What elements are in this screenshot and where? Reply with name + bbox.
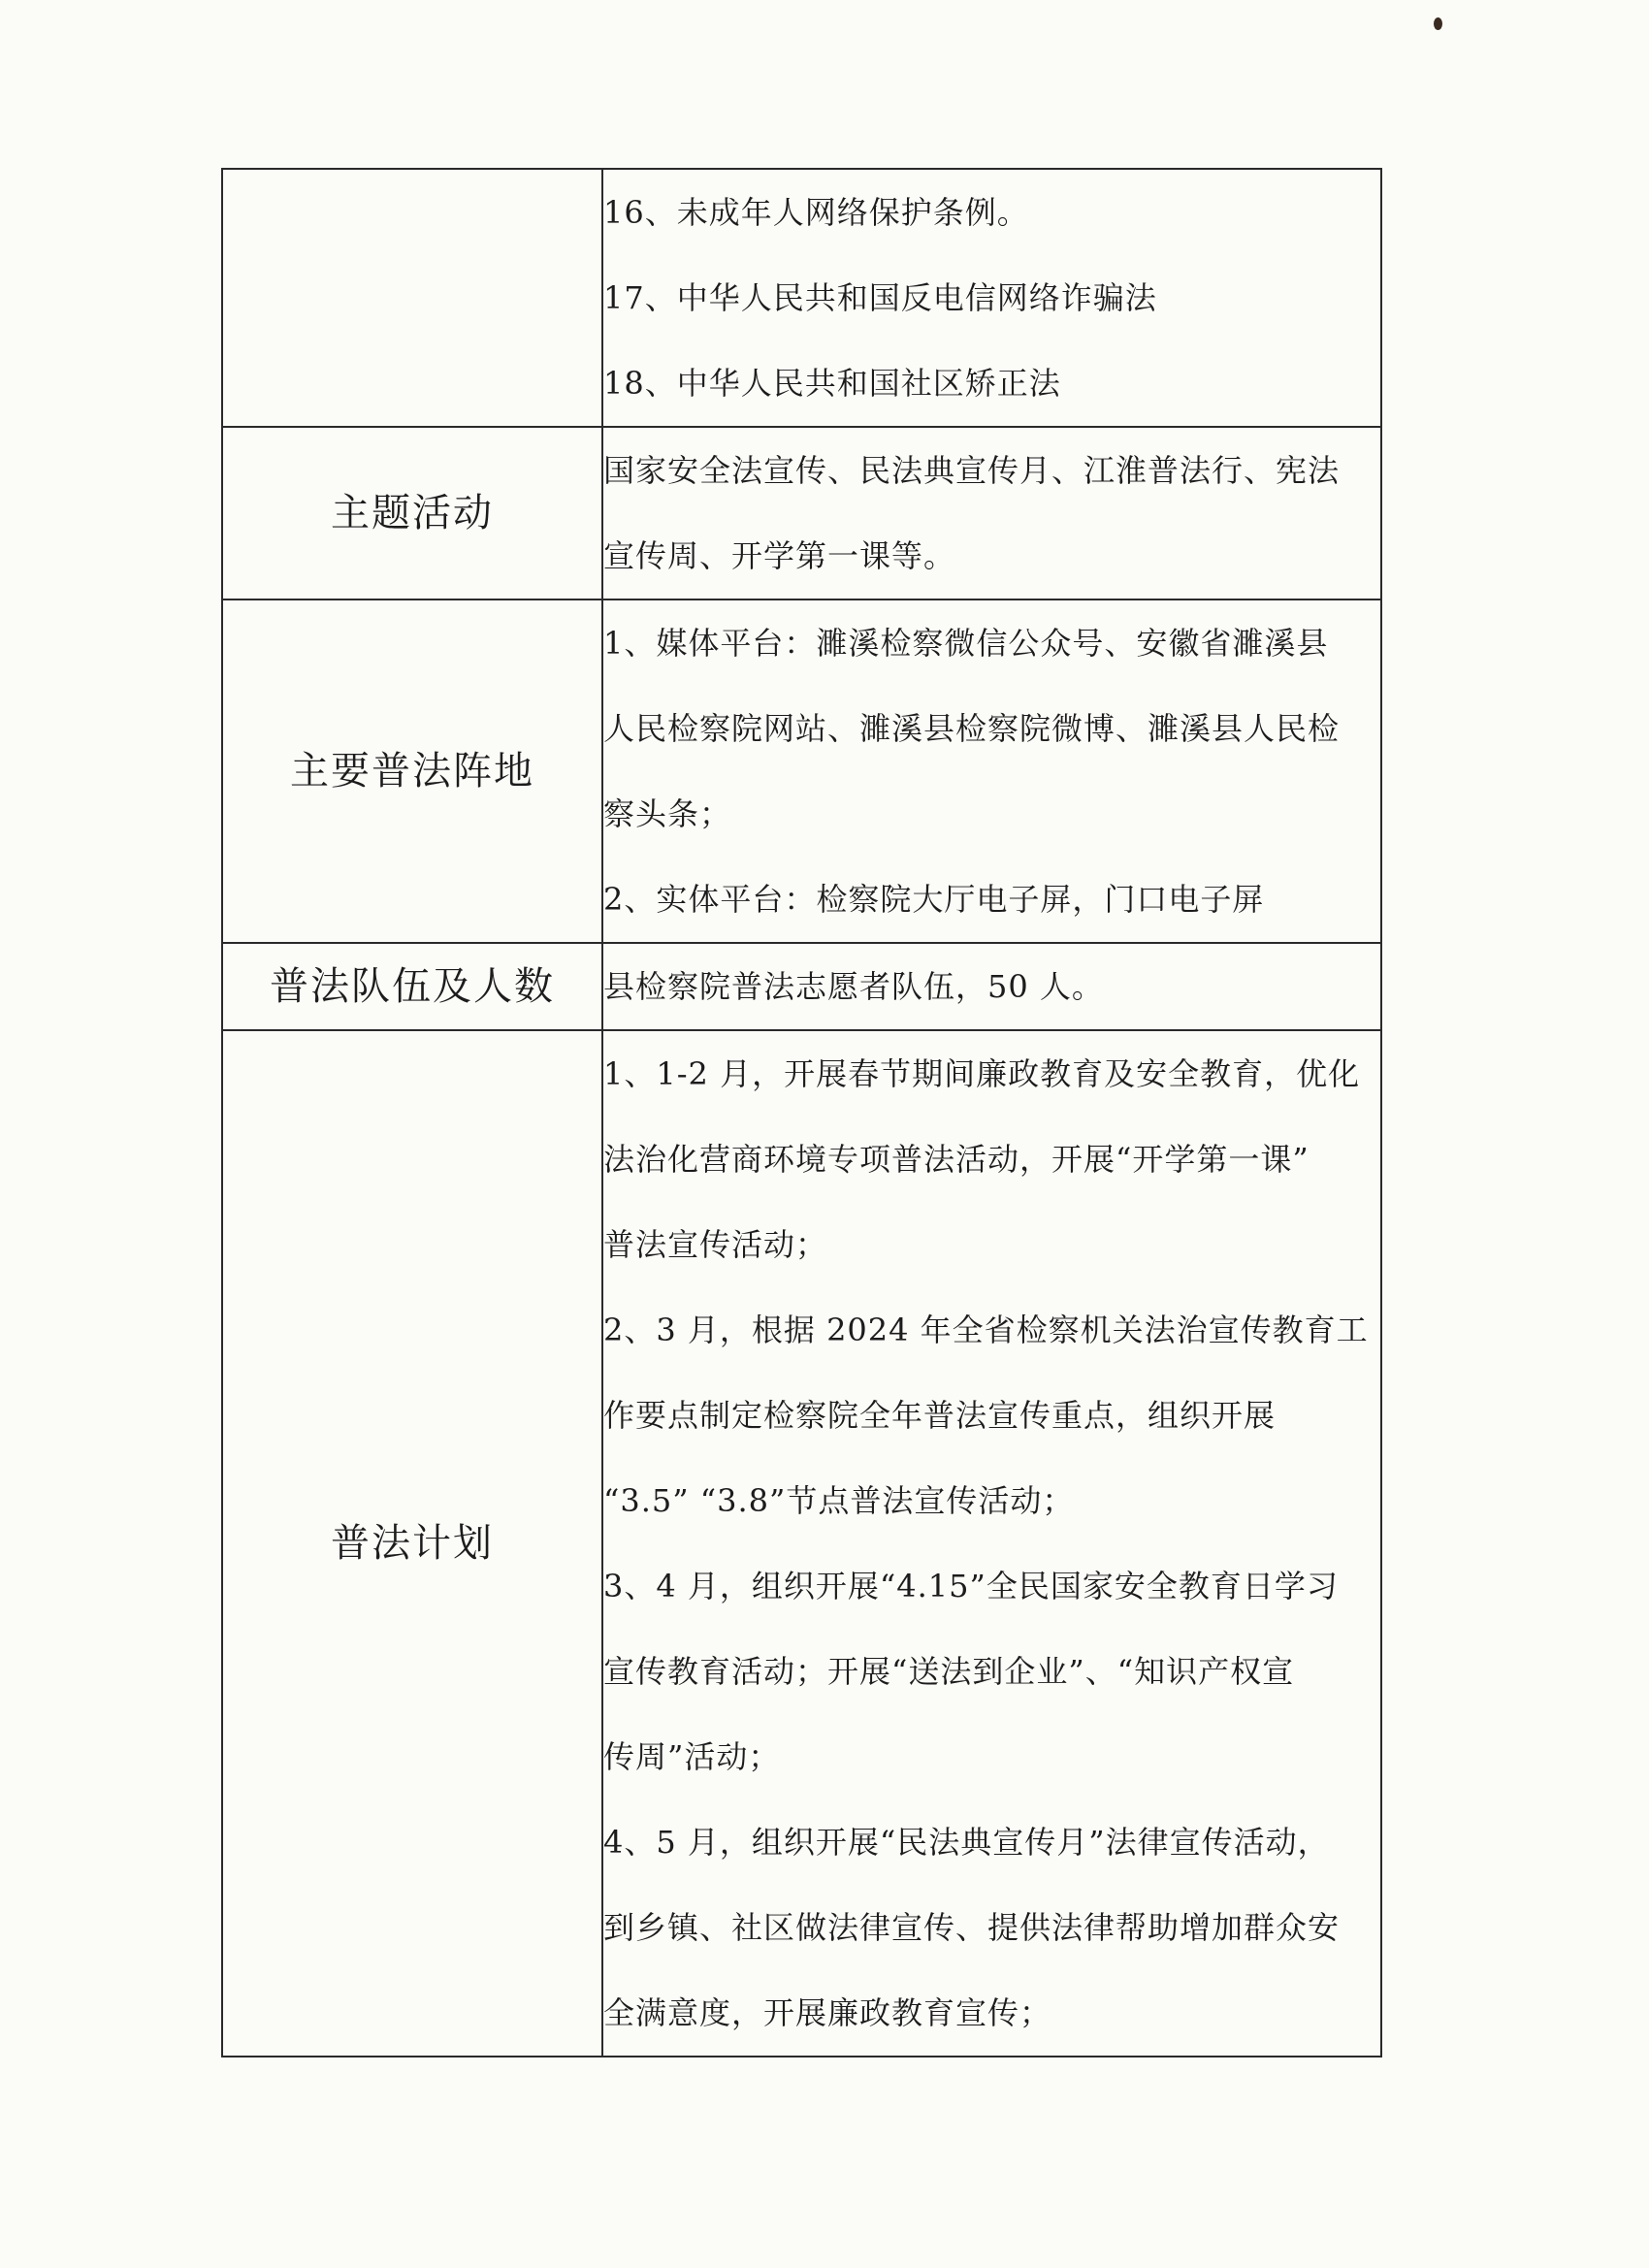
content-line: 传周”活动； <box>603 1738 781 1775</box>
content-line: 1、1-2 月，开展春节期间廉政教育及安全教育，优化 <box>603 1055 1361 1092</box>
content-line: 2、实体平台：检察院大厅电子屏，门口电子屏 <box>603 881 1265 918</box>
content-line: 17、中华人民共和国反电信网络诈骗法 <box>603 279 1157 316</box>
content-line: 法治化营商环境专项普法活动，开展“开学第一课” <box>603 1141 1310 1178</box>
content-line: 到乡镇、社区做法律宣传、提供法律帮助增加群众安 <box>603 1909 1341 1946</box>
content-line: 县检察院普法志愿者队伍，50 人。 <box>603 968 1104 1005</box>
row-content <box>602 427 1381 599</box>
table-row <box>222 169 1381 427</box>
row-content <box>602 1030 1381 2057</box>
row-content <box>602 943 1381 1030</box>
content-line: 宣传教育活动；开展“送法到企业”、“知识产权宣 <box>603 1653 1295 1690</box>
content-line: 人民检察院网站、濉溪县检察院微博、濉溪县人民检 <box>603 710 1341 747</box>
content-line: 察头条； <box>603 795 732 832</box>
row-label: 主题活动 <box>222 427 602 599</box>
content-line: 16、未成年人网络保护条例。 <box>603 194 1029 231</box>
table-row <box>222 1030 1381 2057</box>
content-line: 3、4 月，组织开展“4.15”全民国家安全教育日学习 <box>603 1568 1339 1604</box>
row-label: 主要普法阵地 <box>222 599 602 943</box>
content-line: “3.5” “3.8”节点普法宣传活动； <box>603 1482 1075 1519</box>
content-line: 4、5 月，组织开展“民法典宣传月”法律宣传活动， <box>603 1824 1330 1861</box>
content-line: 全满意度，开展廉政教育宣传； <box>603 1994 1052 2031</box>
row-content <box>602 169 1381 427</box>
plan-table <box>221 168 1382 2057</box>
row-label <box>222 169 602 427</box>
table-row <box>222 599 1381 943</box>
content-line: 宣传周、开学第一课等。 <box>603 537 956 574</box>
row-content <box>602 599 1381 943</box>
table-row <box>222 427 1381 599</box>
content-line: 作要点制定检察院全年普法宣传重点，组织开展 <box>603 1397 1277 1434</box>
row-label: 普法计划 <box>222 1030 602 2057</box>
content-line: 18、中华人民共和国社区矫正法 <box>603 365 1061 402</box>
content-line: 国家安全法宣传、民法典宣传月、江淮普法行、宪法 <box>603 452 1341 489</box>
table-row <box>222 943 1381 1030</box>
content-line: 1、媒体平台：濉溪检察微信公众号、安徽省濉溪县 <box>603 625 1329 662</box>
content-line: 2、3 月，根据 2024 年全省检察机关法治宣传教育工 <box>603 1312 1369 1348</box>
content-line: 普法宣传活动； <box>603 1226 828 1263</box>
ink-speck <box>1434 17 1442 30</box>
row-label: 普法队伍及人数 <box>222 943 602 1030</box>
